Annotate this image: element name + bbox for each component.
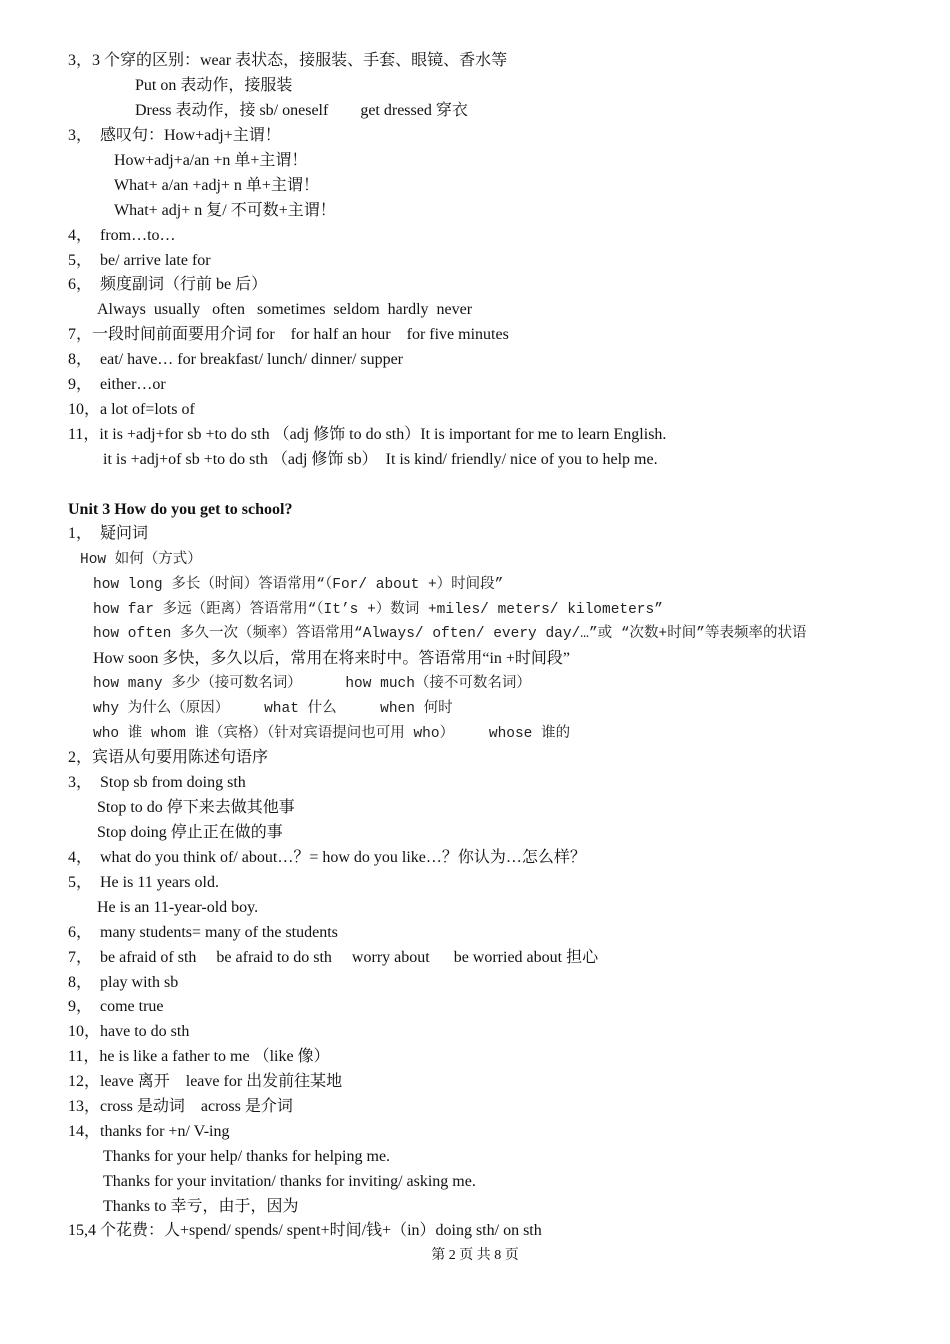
line-why-what-when: why 为什么（原因） what 什么 when 何时 — [93, 701, 453, 717]
line-it-is-of: it is +adj+of sb +to do sth （adj 修饰 sb） It is kind/ friendly/ nice of you to help me. — [103, 451, 658, 468]
page-footer: 第 2 页 共 8 页 — [431, 1248, 519, 1263]
line-stop-to-do: Stop to do 停下来去做其他事 — [97, 799, 295, 816]
line-thanks-help: Thanks for your help/ thanks for helping me. — [103, 1148, 391, 1165]
line-thanks-invitation: Thanks for your invitation/ thanks for inviting/ asking me. — [103, 1173, 476, 1190]
line-exclamation: 3， 感叹句：How+adj+主谓！ — [68, 127, 281, 144]
line-for-period: 7，一段时间前面要用介词 for for half an hour for five minutes — [68, 326, 509, 343]
line-think-of: 4， what do you think of/ about…？= how do you like…？你认为…怎么样？ — [68, 849, 586, 866]
line-cross-across: 13，cross 是动词 across 是介词 — [68, 1098, 293, 1115]
line-late-for: 5， be/ arrive late for — [68, 252, 211, 269]
line-spend: 15,4 个花费：人+spend/ spends/ spent+时间/钱+（in）doing sth/ on sth — [68, 1222, 542, 1239]
line-years-old: 5， He is 11 years old. — [68, 874, 219, 891]
line-eat-have: 8， eat/ have… for breakfast/ lunch/ dinner/ supper — [68, 351, 404, 368]
line-from-to: 4， from…to… — [68, 227, 176, 244]
line-dress: Dress 表动作，接 sb/ oneself get dressed 穿衣 — [135, 102, 468, 119]
line-year-old-boy: He is an 11-year-old boy. — [97, 899, 259, 916]
line-either-or: 9， either…or — [68, 376, 166, 393]
line-how-adj-a: How+adj+a/an +n 单+主谓！ — [114, 152, 308, 169]
line-put-on: Put on 表动作，接服装 — [135, 77, 293, 94]
line-stop-doing: Stop doing 停止正在做的事 — [97, 824, 283, 841]
line-how: How 如何（方式） — [80, 552, 202, 568]
line-it-is-for: 11，it is +adj+for sb +to do sth （adj 修饰 to do sth）It is important for me to learn English. — [68, 426, 667, 443]
line-frequency-adverbs: 6， 频度副词（行前 be 后） — [68, 276, 268, 293]
line-3-wear: 3，3 个穿的区别：wear 表状态，接服装、手套、眼镜、香水等 — [68, 52, 508, 69]
line-have-to: 10，have to do sth — [68, 1023, 190, 1040]
line-how-far: how far 多远（距离）答语常用“（It’s +）数词 +miles/ meters/ kilometers” — [93, 602, 663, 618]
line-object-clause: 2，宾语从句要用陈述句语序 — [68, 749, 269, 766]
line-how-long: how long 多长（时间）答语常用“（For/ about +）时间段” — [93, 577, 504, 593]
line-come-true: 9， come true — [68, 998, 164, 1015]
line-thanks-to: Thanks to 幸亏，由于，因为 — [103, 1198, 299, 1215]
line-like-father: 11，he is like a father to me （like 像） — [68, 1048, 330, 1065]
line-what-a: What+ a/an +adj+ n 单+主谓！ — [114, 177, 319, 194]
line-how-often: how often 多久一次（频率）答语常用“Always/ often/ every day/…”或 “次数+时间”等表频率的状语 — [93, 626, 807, 642]
line-many-students: 6， many students= many of the students — [68, 924, 338, 941]
line-how-many: how many 多少（接可数名词） how much（接不可数名词） — [93, 676, 531, 692]
line-a-lot-of: 10，a lot of=lots of — [68, 401, 195, 418]
line-play-with: 8， play with sb — [68, 974, 179, 991]
line-thanks-for: 14，thanks for +n/ V-ing — [68, 1123, 230, 1140]
line-what-adj: What+ adj+ n 复/ 不可数+主谓！ — [114, 202, 336, 219]
line-stop-from: 3， Stop sb from doing sth — [68, 774, 246, 791]
line-afraid: 7， be afraid of sth be afraid to do sth worry about be worried about 担心 — [68, 949, 599, 966]
line-adverb-list: Always usually often sometimes seldom hardly never — [97, 301, 473, 318]
unit-heading: Unit 3 How do you get to school? — [68, 501, 293, 518]
line-question-words: 1， 疑问词 — [68, 525, 149, 542]
line-who-whom: who 谁 whom 谁（宾格）（针对宾语提问也可用 who） whose 谁的 — [93, 726, 571, 742]
line-how-soon: How soon 多快，多久以后，常用在将来时中。答语常用“in +时间段” — [93, 650, 571, 667]
line-leave: 12，leave 离开 leave for 出发前往某地 — [68, 1073, 343, 1090]
